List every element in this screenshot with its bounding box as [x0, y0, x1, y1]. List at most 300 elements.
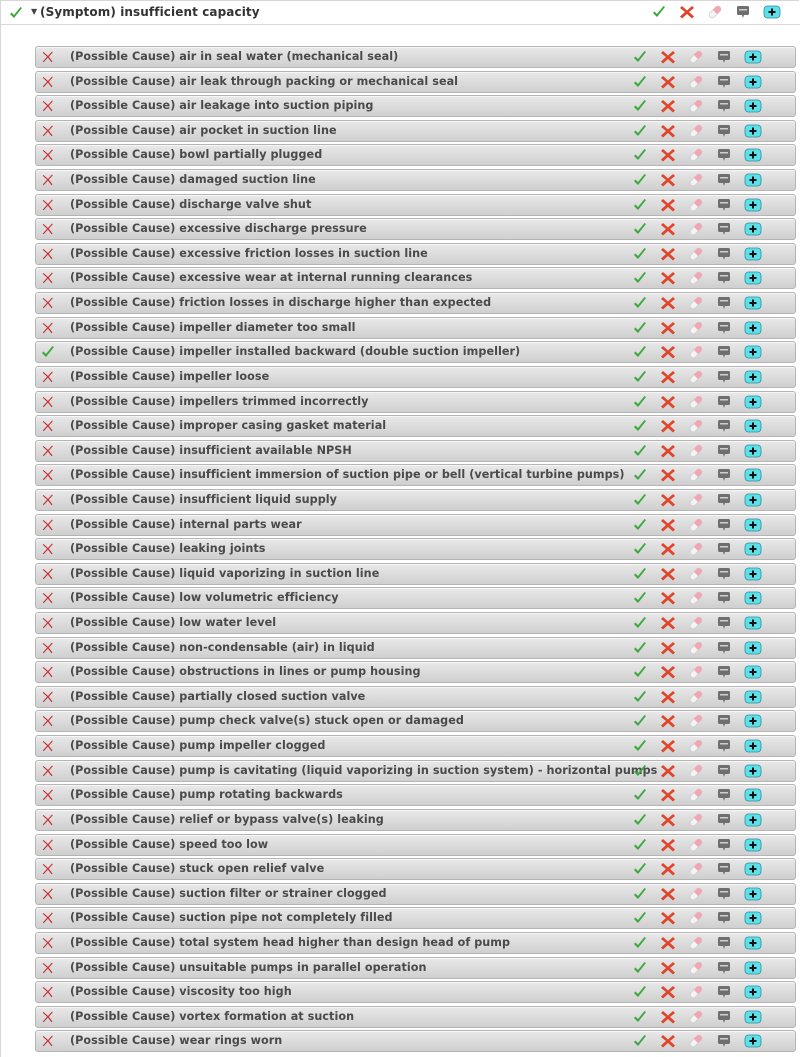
plus-icon[interactable]: [744, 49, 762, 67]
check-icon[interactable]: [632, 394, 650, 412]
x-icon[interactable]: [660, 910, 678, 928]
plus-icon[interactable]: [744, 787, 762, 805]
possible-cause-row[interactable]: [35, 637, 796, 659]
check-icon[interactable]: [632, 221, 650, 239]
eraser-icon[interactable]: [688, 615, 706, 633]
possible-cause-row[interactable]: [35, 587, 796, 609]
comment-icon[interactable]: [716, 664, 734, 682]
eraser-icon[interactable]: [688, 935, 706, 953]
cause-label: (Possible Cause) air leak through packing or mechanical seal: [70, 74, 459, 88]
check-icon[interactable]: [632, 664, 650, 682]
comment-icon[interactable]: [716, 689, 734, 707]
possible-cause-row[interactable]: [35, 784, 796, 806]
check-icon[interactable]: [632, 984, 650, 1002]
plus-icon[interactable]: [744, 295, 762, 313]
cause-label: (Possible Cause) impeller loose: [70, 369, 270, 383]
plus-icon[interactable]: [744, 615, 762, 633]
x-icon[interactable]: [660, 812, 678, 830]
comment-icon[interactable]: [716, 147, 734, 165]
plus-icon[interactable]: [744, 1033, 762, 1051]
check-icon[interactable]: [632, 517, 650, 535]
x-mark-icon: [40, 197, 56, 213]
x-icon[interactable]: [660, 98, 678, 116]
x-icon[interactable]: [660, 689, 678, 707]
possible-cause-row[interactable]: [35, 120, 796, 142]
plus-icon[interactable]: [744, 886, 762, 904]
comment-icon[interactable]: [716, 886, 734, 904]
possible-cause-row[interactable]: [35, 46, 796, 68]
possible-cause-row[interactable]: [35, 735, 796, 757]
x-icon[interactable]: [660, 935, 678, 953]
eraser-icon[interactable]: [688, 738, 706, 756]
eraser-icon[interactable]: [688, 960, 706, 978]
x-icon[interactable]: [660, 172, 678, 190]
comment-icon[interactable]: [735, 4, 753, 22]
check-icon[interactable]: [651, 4, 669, 22]
eraser-icon[interactable]: [688, 566, 706, 584]
comment-icon[interactable]: [716, 295, 734, 313]
possible-cause-row[interactable]: [35, 661, 796, 683]
x-mark-icon: [40, 615, 56, 631]
plus-icon[interactable]: [744, 935, 762, 953]
comment-icon[interactable]: [716, 615, 734, 633]
x-mark-icon: [40, 640, 56, 656]
x-icon[interactable]: [660, 221, 678, 239]
eraser-icon[interactable]: [688, 295, 706, 313]
eraser-icon[interactable]: [688, 147, 706, 165]
x-icon[interactable]: [660, 713, 678, 731]
comment-icon[interactable]: [716, 1009, 734, 1027]
x-mark-icon: [40, 443, 56, 459]
triangle-down-icon[interactable]: ▼: [31, 7, 38, 16]
comment-icon[interactable]: [716, 640, 734, 658]
possible-cause-row[interactable]: [35, 907, 796, 929]
plus-icon[interactable]: [744, 418, 762, 436]
check-icon[interactable]: [632, 369, 650, 387]
possible-cause-row[interactable]: [35, 341, 796, 363]
possible-cause-row[interactable]: [35, 366, 796, 388]
x-mark-icon: [40, 984, 56, 1000]
x-mark-icon: [40, 590, 56, 606]
x-icon[interactable]: [660, 246, 678, 264]
possible-cause-row[interactable]: [35, 95, 796, 117]
plus-icon[interactable]: [744, 910, 762, 928]
possible-cause-row[interactable]: [35, 760, 796, 782]
possible-cause-row[interactable]: [35, 981, 796, 1003]
comment-icon[interactable]: [716, 221, 734, 239]
x-icon[interactable]: [660, 443, 678, 461]
eraser-icon[interactable]: [688, 123, 706, 141]
possible-cause-row[interactable]: [35, 243, 796, 265]
eraser-icon[interactable]: [688, 664, 706, 682]
comment-icon[interactable]: [716, 713, 734, 731]
comment-icon[interactable]: [716, 443, 734, 461]
comment-icon[interactable]: [716, 418, 734, 436]
x-icon[interactable]: [660, 984, 678, 1002]
comment-icon[interactable]: [716, 369, 734, 387]
x-icon[interactable]: [660, 344, 678, 362]
eraser-icon[interactable]: [707, 4, 725, 22]
eraser-icon[interactable]: [688, 467, 706, 485]
possible-cause-row[interactable]: [35, 514, 796, 536]
eraser-icon[interactable]: [688, 689, 706, 707]
comment-icon[interactable]: [716, 270, 734, 288]
check-icon[interactable]: [632, 74, 650, 92]
cause-label: (Possible Cause) relief or bypass valve(s) leaking: [70, 812, 384, 826]
plus-icon[interactable]: [744, 984, 762, 1002]
comment-icon[interactable]: [716, 320, 734, 338]
plus-icon[interactable]: [744, 197, 762, 215]
possible-cause-row[interactable]: [35, 710, 796, 732]
cause-label: (Possible Cause) pump check valve(s) stuck open or damaged: [70, 714, 464, 728]
plus-icon[interactable]: [744, 640, 762, 658]
check-icon[interactable]: [632, 689, 650, 707]
check-icon[interactable]: [632, 935, 650, 953]
x-icon[interactable]: [660, 566, 678, 584]
eraser-icon[interactable]: [688, 787, 706, 805]
check-icon[interactable]: [632, 566, 650, 584]
x-icon[interactable]: [660, 320, 678, 338]
x-icon[interactable]: [660, 960, 678, 978]
comment-icon[interactable]: [716, 98, 734, 116]
x-icon[interactable]: [660, 763, 678, 781]
possible-cause-row[interactable]: [35, 932, 796, 954]
eraser-icon[interactable]: [688, 74, 706, 92]
plus-icon[interactable]: [744, 763, 762, 781]
cause-label: (Possible Cause) air in seal water (mechanical seal): [70, 50, 399, 63]
comment-icon[interactable]: [716, 861, 734, 879]
x-mark-icon: [40, 664, 56, 680]
check-icon[interactable]: [632, 861, 650, 879]
check-icon[interactable]: [632, 615, 650, 633]
check-icon[interactable]: [632, 640, 650, 658]
check-icon[interactable]: [632, 812, 650, 830]
check-icon[interactable]: [632, 246, 650, 264]
x-mark-icon: [40, 320, 56, 336]
check-icon[interactable]: [632, 787, 650, 805]
plus-icon[interactable]: [744, 98, 762, 116]
eraser-icon[interactable]: [688, 640, 706, 658]
x-mark-icon: [40, 787, 56, 803]
x-icon[interactable]: [660, 270, 678, 288]
eraser-icon[interactable]: [688, 861, 706, 879]
plus-icon[interactable]: [744, 394, 762, 412]
eraser-icon[interactable]: [688, 221, 706, 239]
symptom-header[interactable]: [1, 1, 800, 25]
comment-icon[interactable]: [716, 123, 734, 141]
check-icon[interactable]: [632, 886, 650, 904]
check-icon[interactable]: [632, 738, 650, 756]
check-icon[interactable]: [632, 123, 650, 141]
eraser-icon[interactable]: [688, 344, 706, 362]
plus-icon[interactable]: [744, 541, 762, 559]
plus-icon[interactable]: [744, 270, 762, 288]
x-mark-icon: [40, 74, 56, 90]
eraser-icon[interactable]: [688, 98, 706, 116]
comment-icon[interactable]: [716, 394, 734, 412]
comment-icon[interactable]: [716, 517, 734, 535]
possible-cause-row[interactable]: [35, 169, 796, 191]
x-mark-icon: [40, 738, 56, 754]
x-icon[interactable]: [660, 517, 678, 535]
x-icon[interactable]: [679, 4, 697, 22]
check-icon[interactable]: [632, 443, 650, 461]
possible-cause-row[interactable]: [35, 317, 796, 339]
possible-cause-row[interactable]: [35, 489, 796, 511]
comment-icon[interactable]: [716, 197, 734, 215]
possible-cause-row[interactable]: [35, 1030, 796, 1052]
check-icon[interactable]: [632, 418, 650, 436]
check-icon[interactable]: [632, 467, 650, 485]
possible-cause-row[interactable]: [35, 292, 796, 314]
plus-icon[interactable]: [744, 344, 762, 362]
possible-cause-row[interactable]: [35, 464, 796, 486]
possible-cause-row[interactable]: [35, 538, 796, 560]
comment-icon[interactable]: [716, 812, 734, 830]
eraser-icon[interactable]: [688, 270, 706, 288]
x-mark-icon: [40, 418, 56, 434]
plus-icon[interactable]: [744, 566, 762, 584]
eraser-icon[interactable]: [688, 418, 706, 436]
x-icon[interactable]: [660, 787, 678, 805]
x-mark-icon: [40, 886, 56, 902]
x-icon[interactable]: [660, 615, 678, 633]
check-icon[interactable]: [632, 270, 650, 288]
plus-icon[interactable]: [744, 467, 762, 485]
check-icon[interactable]: [632, 98, 650, 116]
possible-cause-row[interactable]: [35, 563, 796, 585]
x-icon[interactable]: [660, 837, 678, 855]
comment-icon[interactable]: [716, 787, 734, 805]
check-icon: [40, 344, 56, 360]
comment-icon[interactable]: [716, 837, 734, 855]
plus-icon[interactable]: [744, 812, 762, 830]
cause-label: (Possible Cause) suction pipe not completely filled: [70, 911, 393, 925]
plus-icon[interactable]: [744, 123, 762, 141]
eraser-icon[interactable]: [688, 837, 706, 855]
eraser-icon[interactable]: [688, 812, 706, 830]
eraser-icon[interactable]: [688, 1009, 706, 1027]
plus-icon[interactable]: [744, 689, 762, 707]
comment-icon[interactable]: [716, 1033, 734, 1051]
cause-label: (Possible Cause) excessive wear at internal running clearances: [70, 271, 473, 285]
comment-icon[interactable]: [716, 49, 734, 67]
possible-cause-row[interactable]: [35, 415, 796, 437]
plus-icon[interactable]: [744, 664, 762, 682]
possible-cause-row[interactable]: [35, 957, 796, 979]
possible-cause-row[interactable]: [35, 218, 796, 240]
eraser-icon[interactable]: [688, 590, 706, 608]
eraser-icon[interactable]: [688, 713, 706, 731]
possible-cause-row[interactable]: [35, 391, 796, 413]
possible-cause-row[interactable]: [35, 144, 796, 166]
check-icon[interactable]: [632, 492, 650, 510]
eraser-icon[interactable]: [688, 197, 706, 215]
x-mark-icon: [40, 935, 56, 951]
plus-icon[interactable]: [744, 74, 762, 92]
possible-cause-row[interactable]: [35, 834, 796, 856]
cause-label: (Possible Cause) non-condensable (air) in liquid: [70, 640, 375, 654]
eraser-icon[interactable]: [688, 172, 706, 190]
comment-icon[interactable]: [716, 960, 734, 978]
eraser-icon[interactable]: [688, 320, 706, 338]
cause-label: (Possible Cause) air leakage into suction piping: [70, 99, 374, 113]
cause-label: (Possible Cause) insufficient immersion of suction pipe or bell (vertical turbine pumps): [70, 468, 625, 482]
x-mark-icon: [40, 147, 56, 163]
x-mark-icon: [40, 960, 56, 976]
x-mark-icon: [40, 763, 56, 779]
comment-icon[interactable]: [716, 74, 734, 92]
plus-icon[interactable]: [744, 861, 762, 879]
eraser-icon[interactable]: [688, 443, 706, 461]
check-icon[interactable]: [632, 590, 650, 608]
cause-label: (Possible Cause) improper casing gasket material: [70, 419, 387, 433]
x-icon[interactable]: [660, 541, 678, 559]
eraser-icon[interactable]: [688, 246, 706, 264]
eraser-icon[interactable]: [688, 517, 706, 535]
eraser-icon[interactable]: [688, 886, 706, 904]
check-icon[interactable]: [632, 960, 650, 978]
possible-cause-row[interactable]: [35, 440, 796, 462]
eraser-icon[interactable]: [688, 369, 706, 387]
eraser-icon[interactable]: [688, 49, 706, 67]
x-icon[interactable]: [660, 369, 678, 387]
x-mark-icon: [40, 837, 56, 853]
cause-label: (Possible Cause) leaking joints: [70, 542, 266, 556]
comment-icon[interactable]: [716, 910, 734, 928]
plus-icon[interactable]: [744, 960, 762, 978]
x-icon[interactable]: [660, 1009, 678, 1027]
x-icon[interactable]: [660, 664, 678, 682]
eraser-icon[interactable]: [688, 984, 706, 1002]
check-icon[interactable]: [632, 1033, 650, 1051]
plus-icon[interactable]: [744, 369, 762, 387]
check-icon[interactable]: [632, 541, 650, 559]
comment-icon[interactable]: [716, 763, 734, 781]
eraser-icon[interactable]: [688, 394, 706, 412]
plus-icon[interactable]: [744, 221, 762, 239]
cause-label: (Possible Cause) internal parts wear: [70, 517, 302, 531]
x-mark-icon: [40, 1033, 56, 1049]
possible-cause-row[interactable]: [35, 267, 796, 289]
plus-icon[interactable]: [744, 837, 762, 855]
eraser-icon[interactable]: [688, 1033, 706, 1051]
plus-icon[interactable]: [744, 738, 762, 756]
possible-cause-row[interactable]: [35, 883, 796, 905]
comment-icon[interactable]: [716, 738, 734, 756]
cause-label: (Possible Cause) partially closed suction valve: [70, 689, 366, 703]
x-icon[interactable]: [660, 197, 678, 215]
check-icon[interactable]: [632, 344, 650, 362]
check-icon[interactable]: [632, 1009, 650, 1027]
eraser-icon[interactable]: [688, 492, 706, 510]
possible-cause-row[interactable]: [35, 612, 796, 634]
possible-cause-row[interactable]: [35, 194, 796, 216]
x-icon[interactable]: [660, 418, 678, 436]
plus-icon[interactable]: [763, 4, 781, 22]
x-icon[interactable]: [660, 1033, 678, 1051]
check-icon[interactable]: [632, 910, 650, 928]
comment-icon[interactable]: [716, 246, 734, 264]
plus-icon[interactable]: [744, 172, 762, 190]
comment-icon[interactable]: [716, 467, 734, 485]
x-mark-icon: [40, 713, 56, 729]
x-icon[interactable]: [660, 467, 678, 485]
plus-icon[interactable]: [744, 492, 762, 510]
check-icon[interactable]: [632, 49, 650, 67]
x-icon[interactable]: [660, 861, 678, 879]
x-icon[interactable]: [660, 394, 678, 412]
comment-icon[interactable]: [716, 590, 734, 608]
possible-cause-row[interactable]: [35, 686, 796, 708]
x-icon[interactable]: [660, 147, 678, 165]
eraser-icon[interactable]: [688, 910, 706, 928]
check-icon[interactable]: [632, 713, 650, 731]
check-icon[interactable]: [632, 320, 650, 338]
check-icon[interactable]: [632, 837, 650, 855]
comment-icon[interactable]: [716, 492, 734, 510]
x-icon[interactable]: [660, 123, 678, 141]
plus-icon[interactable]: [744, 147, 762, 165]
x-mark-icon: [40, 541, 56, 557]
possible-cause-row[interactable]: [35, 71, 796, 93]
x-icon[interactable]: [660, 49, 678, 67]
plus-icon[interactable]: [744, 443, 762, 461]
x-icon[interactable]: [660, 74, 678, 92]
possible-cause-list: [35, 46, 796, 1055]
eraser-icon[interactable]: [688, 541, 706, 559]
x-mark-icon: [40, 467, 56, 483]
plus-icon[interactable]: [744, 590, 762, 608]
cause-label: (Possible Cause) insufficient available NPSH: [70, 443, 352, 457]
possible-cause-row[interactable]: [35, 809, 796, 831]
x-icon[interactable]: [660, 738, 678, 756]
plus-icon[interactable]: [744, 1009, 762, 1027]
check-icon[interactable]: [632, 147, 650, 165]
cause-label: (Possible Cause) pump is cavitating (liquid vaporizing in suction system) - horizontal pumps: [70, 763, 658, 777]
comment-icon[interactable]: [716, 344, 734, 362]
cause-label: (Possible Cause) vortex formation at suction: [70, 1009, 355, 1023]
comment-icon[interactable]: [716, 935, 734, 953]
x-icon[interactable]: [660, 590, 678, 608]
cause-label: (Possible Cause) low volumetric efficiency: [70, 591, 339, 605]
x-icon[interactable]: [660, 492, 678, 510]
plus-icon[interactable]: [744, 320, 762, 338]
eraser-icon[interactable]: [688, 763, 706, 781]
check-icon[interactable]: [632, 172, 650, 190]
plus-icon[interactable]: [744, 713, 762, 731]
x-icon[interactable]: [660, 886, 678, 904]
cause-label: (Possible Cause) damaged suction line: [70, 173, 316, 187]
possible-cause-row[interactable]: [35, 858, 796, 880]
plus-icon[interactable]: [744, 517, 762, 535]
x-mark-icon: [40, 172, 56, 188]
comment-icon[interactable]: [716, 172, 734, 190]
x-icon[interactable]: [660, 295, 678, 313]
cause-label: (Possible Cause) stuck open relief valve: [70, 862, 325, 876]
cause-label: (Possible Cause) suction filter or strainer clogged: [70, 886, 387, 900]
comment-icon[interactable]: [716, 566, 734, 584]
comment-icon[interactable]: [716, 984, 734, 1002]
check-icon[interactable]: [632, 295, 650, 313]
check-icon[interactable]: [632, 763, 650, 781]
plus-icon[interactable]: [744, 246, 762, 264]
x-mark-icon: [40, 295, 56, 311]
possible-cause-row[interactable]: [35, 1006, 796, 1028]
check-icon[interactable]: [632, 197, 650, 215]
comment-icon[interactable]: [716, 541, 734, 559]
x-icon[interactable]: [660, 640, 678, 658]
